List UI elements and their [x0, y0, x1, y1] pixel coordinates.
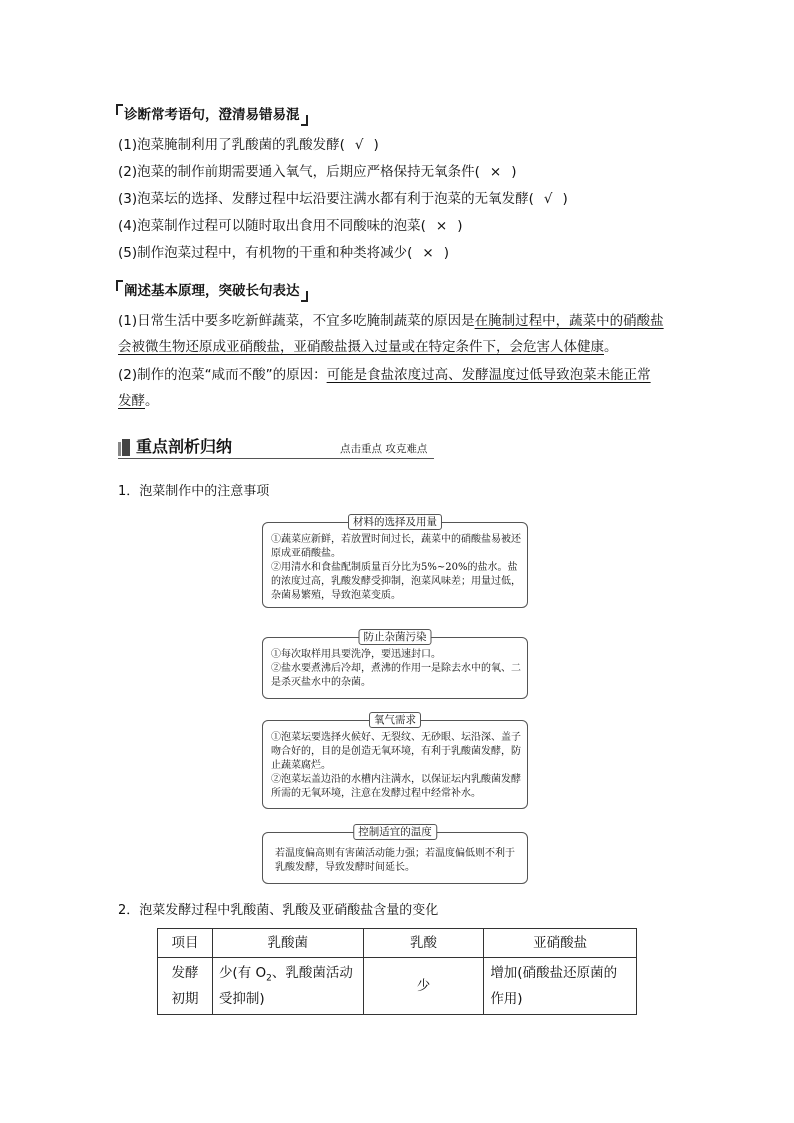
box-body: [263, 523, 527, 607]
section-subtitle: 点击重点 攻克难点: [340, 443, 428, 455]
q2-answer-b: 发酵: [118, 393, 145, 409]
item-text: (2)泡菜的制作前期需要通入氧气，后期应严格保持无氧条件(: [118, 164, 480, 180]
q2-answer-a: 可能是食盐浓度过高、发酵温度过低导致泡菜未能正常: [326, 367, 651, 383]
q2-prefix: (2)制作的泡菜“咸而不酸”的原因：: [118, 367, 327, 383]
q2-end: 。: [145, 393, 159, 409]
explain-header: 阐述基本原理，突破长句表达: [116, 282, 308, 300]
table-header-cell: 乳酸菌: [212, 929, 363, 958]
cross-mark: ×: [422, 245, 434, 261]
diagnose-item-3: [118, 189, 568, 209]
table-header-row: [158, 929, 637, 958]
q1-answer-b: 会被微生物还原成亚硝酸盐，亚硝酸盐摄入过量或在特定条件下，会危害人体健康: [118, 339, 604, 355]
box-title: 防止杂菌污染: [359, 629, 432, 645]
table-header-cell: 亚硝酸盐: [484, 929, 637, 958]
box-line: ②用清水和食盐配制质量百分比为5%~20%的盐水。盐的浓度过高，乳酸发酵受抑制，泡菜风味差；用量过低，杂菌易繁殖，导致泡菜变质。: [271, 562, 521, 601]
stage-cell: 发酵初期: [158, 958, 213, 1015]
explain-q2-line2: [118, 391, 159, 411]
lab-cell: [212, 958, 363, 1015]
box-title: 材料的选择及用量: [348, 514, 442, 530]
item-close: ): [443, 245, 449, 261]
point2-heading: 2．泡菜发酵过程中乳酸菌、乳酸及亚硝酸盐含量的变化: [118, 903, 439, 918]
q1-answer-a: 在腌制过程中，蔬菜中的硝酸盐: [474, 313, 664, 329]
box-body: [263, 721, 527, 805]
q1-end: 。: [604, 339, 618, 355]
lab-subscript: 2: [266, 973, 272, 984]
box-line: ②盐水要煮沸后冷却，煮沸的作用一是除去水中的氧、二是杀灭盐水中的杂菌。: [271, 663, 521, 688]
box-line: ①泡菜坛要选择火候好、无裂纹、无砂眼、坛沿深、盖子吻合好的，目的是创造无氧环境，有利于乳酸菌发酵，防止蔬菜腐烂。: [271, 732, 521, 771]
item-text: (1)泡菜腌制利用了乳酸菌的乳酸发酵(: [118, 137, 345, 153]
table-header-cell: 项目: [158, 929, 213, 958]
cross-mark: ×: [489, 164, 502, 180]
diagnose-item-2: [118, 162, 516, 182]
q1-prefix: (1)日常生活中要多吃新鲜蔬菜，不宜多吃腌制蔬菜的原因是: [118, 313, 475, 329]
diagnose-item-1: [118, 135, 379, 155]
box-body: [263, 638, 527, 694]
diagnose-item-5: [118, 243, 449, 263]
section-bar: [118, 436, 434, 459]
box-temperature: [262, 826, 528, 884]
acid-cell: 少: [363, 958, 484, 1015]
table-header-cell: 乳酸: [363, 929, 484, 958]
item-text: (4)泡菜制作过程可以随时取出食用不同酸味的泡菜(: [118, 218, 426, 234]
table-row: [158, 958, 637, 1015]
box-materials: [262, 516, 528, 608]
section-marker-icon: [118, 439, 130, 456]
box-contamination: [262, 631, 528, 699]
box-oxygen: [262, 714, 528, 809]
explain-q1-line1: [118, 311, 664, 331]
box-line: ②泡菜坛盖边沿的水槽内注满水，以保证坛内乳酸菌发酵所需的无氧环境，注意在发酵过程中经常补水。: [271, 774, 521, 799]
box-title: 控制适宜的温度: [353, 824, 437, 840]
explain-q2-line1: [118, 365, 651, 385]
fermentation-table: [157, 928, 637, 1015]
box-line: ①每次取样用具要洗净，要迅速封口。: [271, 649, 441, 660]
item-text: (5)制作泡菜过程中，有机物的干重和种类将减少(: [118, 245, 413, 261]
cross-mark: ×: [435, 218, 448, 234]
nitrite-cell: 增加(硝酸盐还原菌的作用): [484, 958, 637, 1015]
point1-heading: 1．泡菜制作中的注意事项: [118, 484, 270, 499]
check-mark: √: [354, 137, 364, 153]
item-close: ): [457, 218, 463, 234]
check-mark: √: [543, 191, 553, 207]
box-title: 氧气需求: [369, 712, 421, 728]
item-close: ): [373, 137, 379, 153]
section-title: 重点剖析归纳: [136, 437, 233, 456]
item-text: (3)泡菜坛的选择、发酵过程中坛沿要注满水都有利于泡菜的无氧发酵(: [118, 191, 534, 207]
box-line: ①蔬菜应新鲜，若放置时间过长，蔬菜中的硝酸盐易被还原成亚硝酸盐。: [271, 534, 521, 559]
box-line: 若温度偏高则有害菌活动能力强；若温度偏低则不利于乳酸发酵，导致发酵时间延长。: [275, 848, 515, 873]
explain-q1-line2: [118, 337, 618, 357]
lab-text-b: 、乳酸菌活动受抑制): [218, 965, 353, 1007]
diagnose-header: 诊断常考语句，澄清易错易混: [116, 106, 308, 124]
item-close: ): [562, 191, 568, 207]
lab-text-a: 少(有 O: [218, 965, 267, 981]
item-close: ): [511, 164, 517, 180]
diagnose-item-4: [118, 216, 462, 236]
